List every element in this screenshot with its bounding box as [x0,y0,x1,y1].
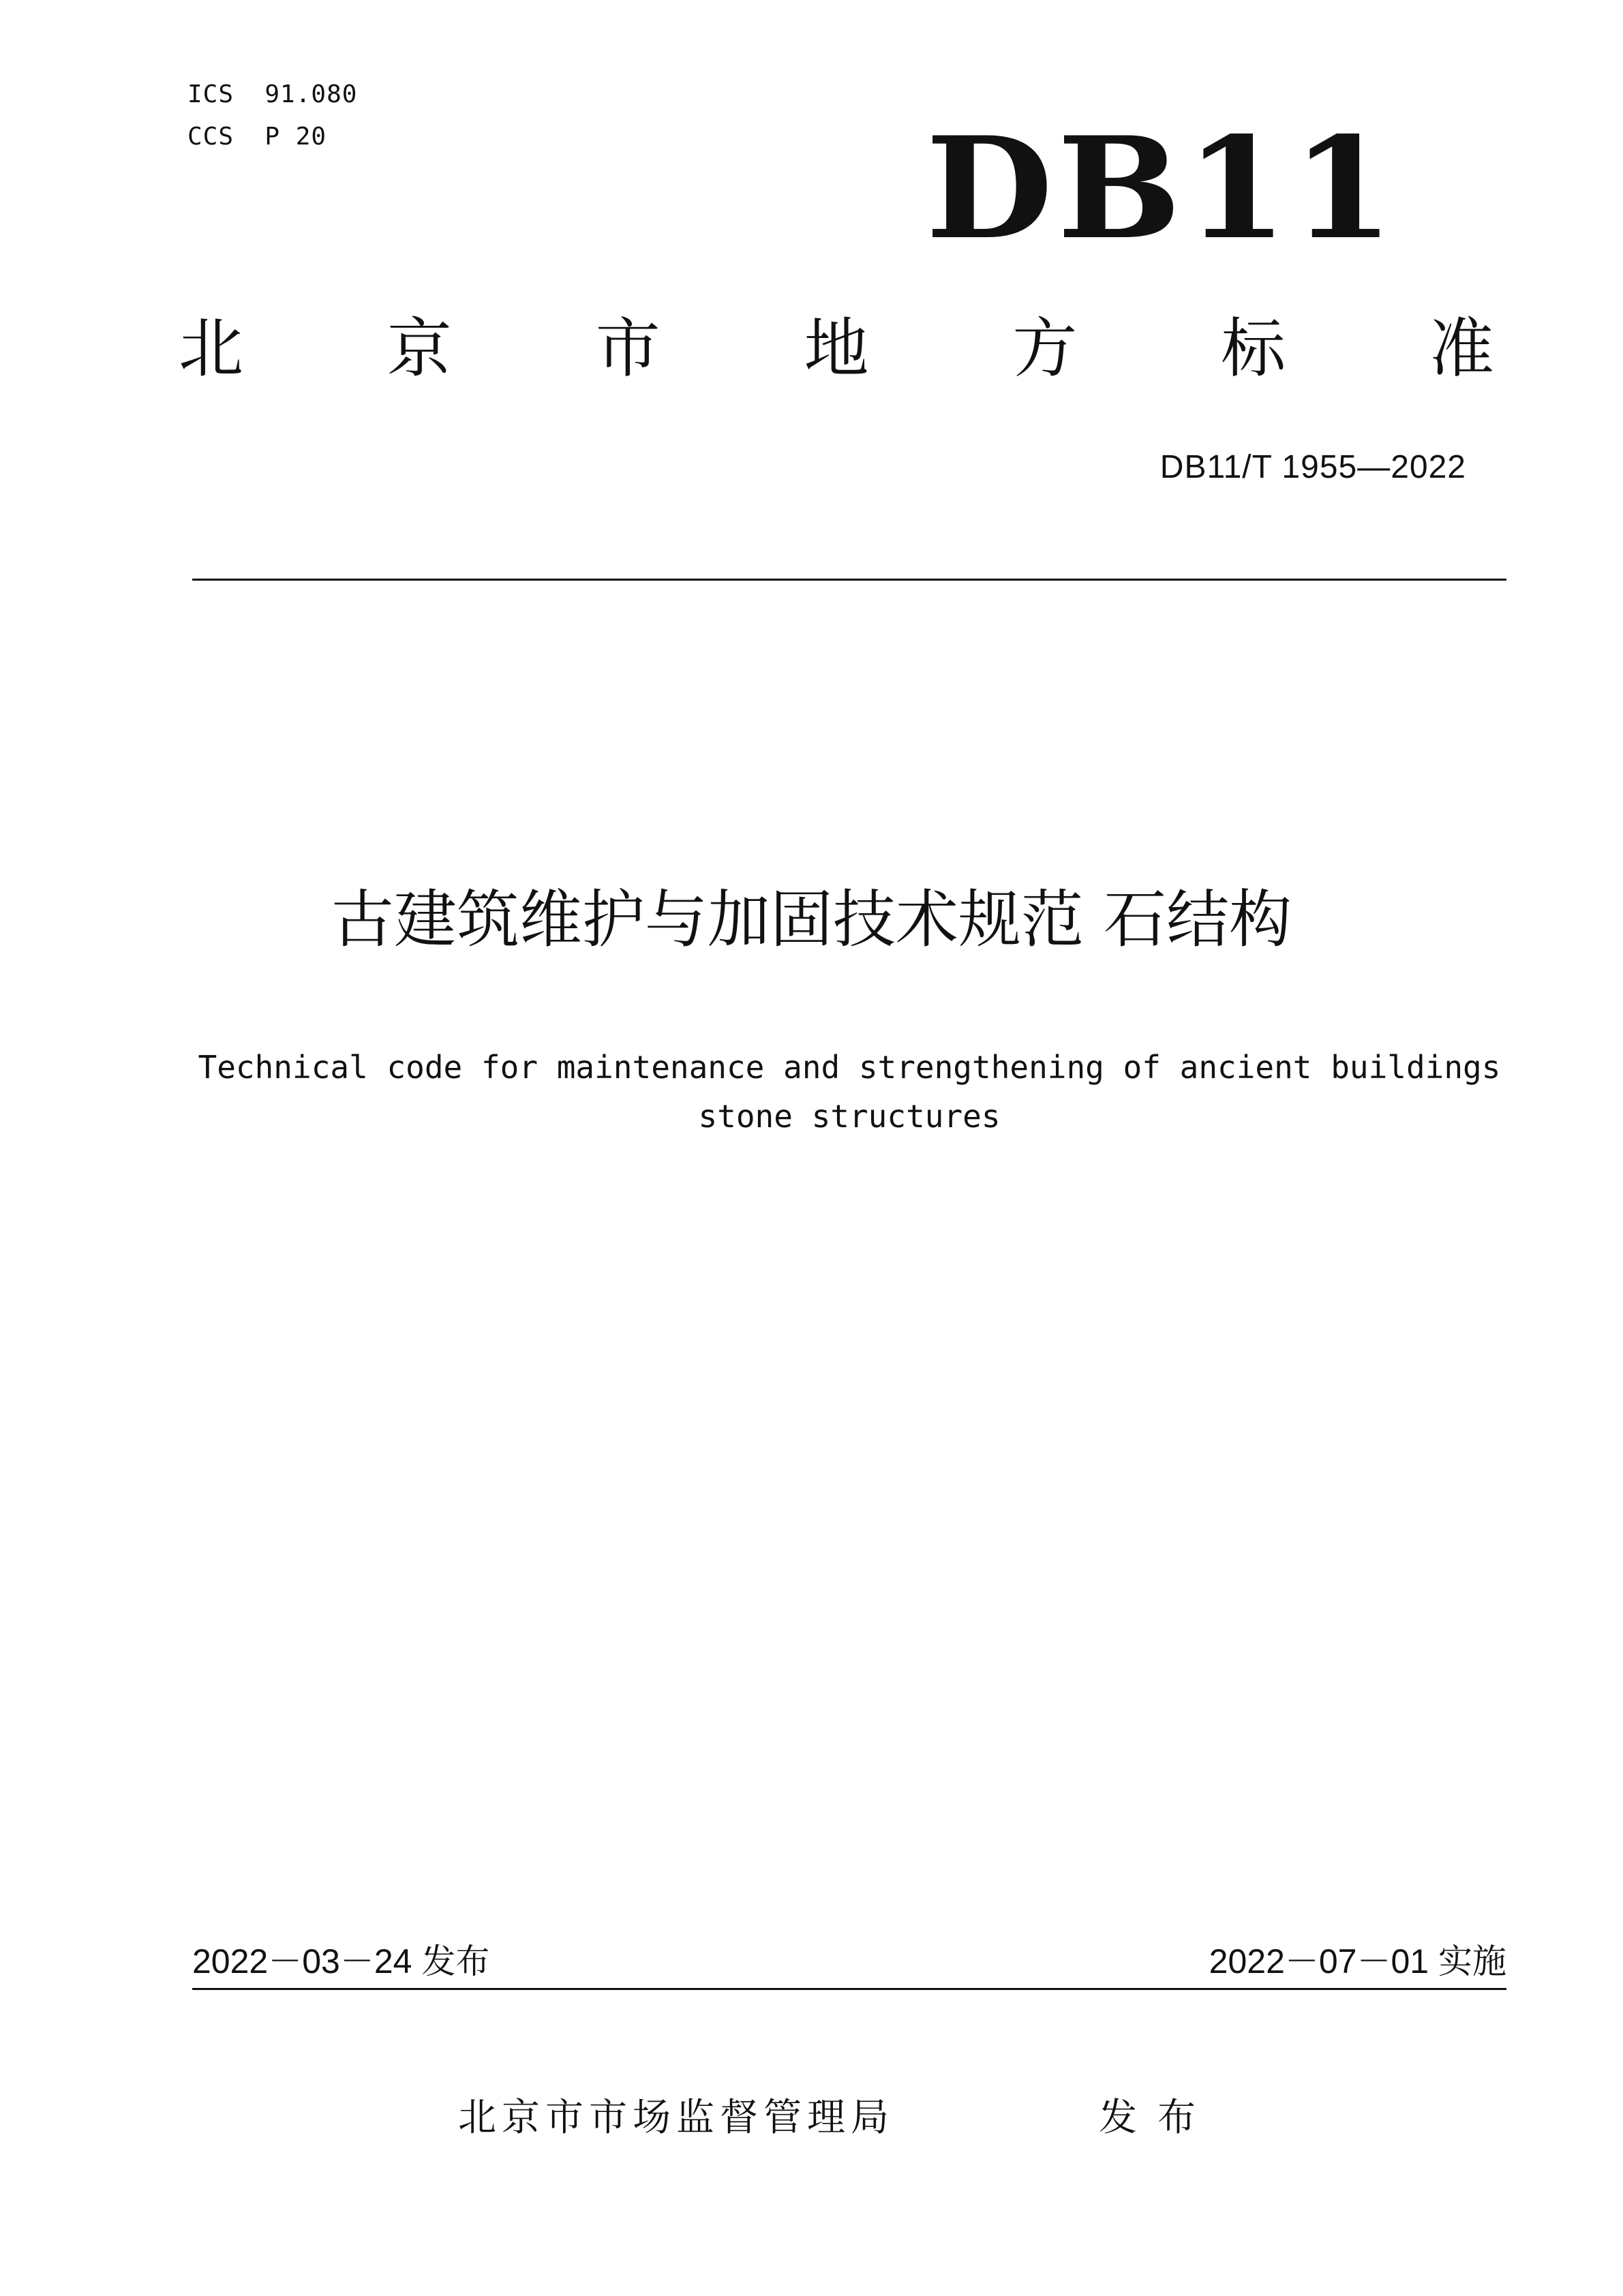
standard-type-char: 京 [386,311,452,386]
issue-date: 2022－03－24 发布 [192,1942,490,1980]
issue-label: 发布 [1099,2096,1216,2140]
standard-type [179,311,1494,386]
standard-type-char: 标 [1221,311,1286,386]
title-chinese: 古建筑维护与加固技术规范 石结构 [331,883,1292,956]
ics-code: ICS 91.080 [187,80,358,108]
standard-type-char: 市 [595,311,661,386]
title-english-line2: stone structures [698,1098,1001,1135]
bottom-divider [192,1988,1506,1990]
issuing-authority: 北京市市场监督管理局 [458,2096,894,2140]
standard-type-char: 方 [1012,311,1078,386]
standard-type-char: 北 [179,311,244,386]
implementation-date: 2022－07－01 实施 [1209,1942,1506,1980]
standard-code-logo: DB11 [925,107,1398,271]
title-english-line1: Technical code for maintenance and strengthening of ancient buildings [198,1049,1501,1086]
ccs-code: CCS P 20 [187,123,327,151]
top-divider [192,579,1506,581]
standard-number: DB11/T 1955—2022 [1159,449,1466,485]
standard-type-char: 准 [1429,311,1494,386]
title-english [192,1043,1506,1141]
standard-type-char: 地 [804,311,869,386]
